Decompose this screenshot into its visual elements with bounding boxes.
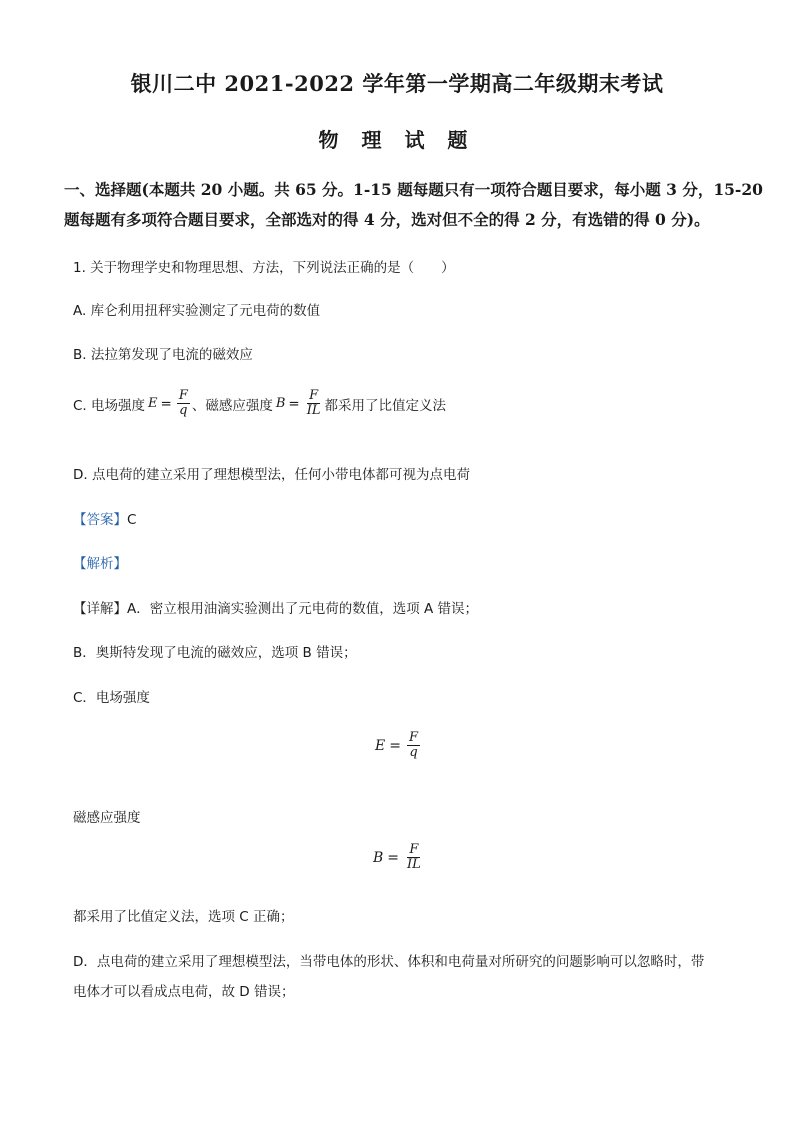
- detail-c-mid: 磁感应强度: [73, 810, 141, 826]
- section-instructions-line2: 题每题有多项符合题目要求，全部选对的得 4 分，选对但不全的得 2 分，有选错的得 0 分)。: [64, 210, 710, 229]
- formula-eq: =: [160, 395, 172, 412]
- exam-subject: 物 理 试 题: [318, 128, 476, 152]
- numerator: F: [408, 730, 418, 745]
- denominator: q: [179, 403, 188, 419]
- detail-a-text: A．密立根用油滴实验测出了元电荷的数值，选项 A 错误；: [127, 601, 479, 617]
- detail-d-line1: D．点电荷的建立采用了理想模型法，当带电体的形状、体积和电荷量对所研究的问题影响可以忽略时，带: [73, 954, 705, 970]
- detail-c-head: C．电场强度: [73, 690, 150, 706]
- numerator: F: [409, 842, 419, 857]
- formula-eq: =: [387, 849, 400, 866]
- detail-d-line2: 电体才可以看成点电荷，故 D 错误；: [73, 984, 295, 1000]
- numerator: F: [178, 388, 188, 403]
- fraction-f-over-il: [405, 843, 423, 873]
- option-c-suffix: 都采用了比值定义法: [324, 397, 447, 414]
- answer-value: C: [127, 512, 137, 528]
- option-a: A. 库仑利用扭秤实验测定了元电荷的数值: [73, 303, 321, 319]
- option-d: D. 点电荷的建立采用了理想模型法，任何小带电体都可视为点电荷: [73, 467, 470, 483]
- analysis-line: [73, 552, 127, 572]
- option-c: [73, 389, 446, 419]
- formula-b-var: B: [275, 396, 286, 412]
- answer-line: [73, 508, 136, 528]
- numerator: F: [309, 388, 319, 403]
- formula-e-var: E: [148, 396, 158, 412]
- formula-eq: =: [288, 395, 300, 412]
- fraction-f-over-il: [305, 389, 323, 419]
- exam-title: 银川二中 2021-2022 学年第一学期高二年级期末考试: [130, 71, 664, 96]
- option-c-prefix: C. 电场强度: [73, 397, 146, 414]
- question-1-stem: 1. 关于物理学史和物理思想、方法，下列说法正确的是（ ）: [73, 260, 455, 276]
- denominator: IL: [407, 857, 421, 873]
- detail-c-tail: 都采用了比值定义法，选项 C 正确；: [73, 909, 294, 925]
- analysis-tag: 【解析】: [73, 556, 127, 572]
- formula-b-var: B: [373, 849, 384, 866]
- option-c-middle: 、磁感应强度: [191, 397, 273, 414]
- option-b: B. 法拉第发现了电流的磁效应: [73, 347, 253, 363]
- detail-tag: 【详解】: [73, 601, 127, 617]
- formula-electric-field: [375, 731, 422, 761]
- formula-eq: =: [389, 737, 401, 754]
- denominator: IL: [306, 403, 321, 419]
- answer-tag: 【答案】: [73, 512, 127, 528]
- detail-b: B．奥斯特发现了电流的磁效应，选项 B 错误；: [73, 645, 357, 661]
- detail-a: [73, 597, 478, 617]
- fraction-f-over-q: [177, 389, 190, 419]
- formula-e-var: E: [375, 737, 386, 754]
- section-instructions-line1: 一、选择题(本题共 20 小题。共 65 分。1-15 题每题只有一项符合题目要求，每小题 3 分，15-20: [64, 180, 763, 199]
- denominator: q: [409, 745, 418, 761]
- fraction-f-over-q: [407, 731, 420, 761]
- formula-magnetic-field: [373, 843, 425, 873]
